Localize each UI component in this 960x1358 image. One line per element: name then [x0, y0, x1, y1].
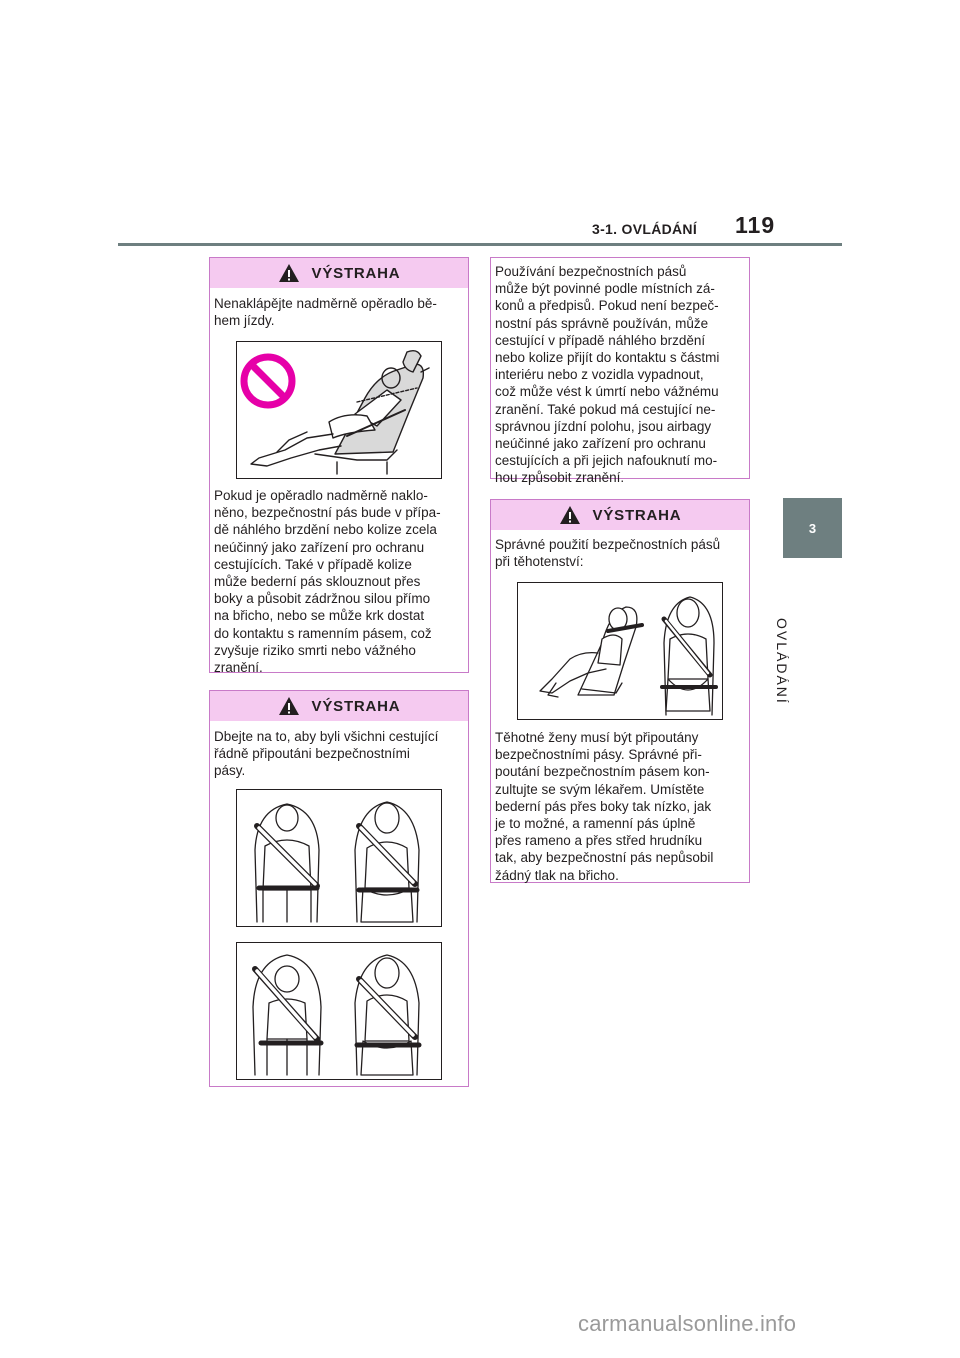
warning-intro: Správné použití bezpečnostních pásů při těhotenství: [495, 537, 721, 570]
chapter-label: OVLÁDÁNÍ [774, 618, 790, 705]
warning-intro: Nenaklápějte nadměrně opěradlo bě- hem jízdy. [214, 296, 437, 329]
header-divider [118, 243, 842, 246]
chapter-number: 3 [808, 520, 817, 536]
section-title: 3-1. OVLÁDÁNÍ [592, 221, 698, 237]
belted-adults-drawing [237, 790, 441, 926]
warning-title: VÝSTRAHA [311, 264, 401, 282]
warning-title: VÝSTRAHA [592, 506, 682, 524]
warning-triangle-icon [278, 263, 300, 283]
belted-child-woman-drawing [237, 943, 441, 1079]
warning-header [210, 691, 468, 721]
page-number: 119 [735, 212, 776, 238]
watermark: carmanualsonline.info [578, 1311, 797, 1336]
belted-child-woman-illustration [236, 942, 442, 1080]
warning-header [210, 258, 468, 288]
warning-body: Pokud je opěradlo nadměrně naklo- něno, bezpečnostní pás bude v přípa- dě náhlého brzdění nebo kolize zcela neúčinný jako zařízení pro ochranu cestujících. Také v případě kolize může bederní pás sklouznout přes boky a působit zádržnou silou přímo na břicho, nebo se může krk dostat do kontaktu s ramenním pásem, což zvyšuje riziko smrti nebo vážného zranění. [214, 488, 441, 676]
warning-body: Těhotné ženy musí být připoutány bezpečnostními pásy. Správné při- poutání bezpečnostním pásem kon- zultujte se svým lékařem. Umístěte bederní pás přes boky tak nízko, jak je to možné, a ramenní pás úplně přes rameno a přes střed hrudníku tak, aby bezpečnostní pás nepůsobil žádný tlak na břicho. [495, 730, 714, 883]
info-body: Používání bezpečnostních pásů může být povinné podle místních zá- konů a předpisů. Pokud není bezpeč- nostní pás správně používán, může cestující v případě náhlého brzdění nebo kolize přijít do kontaktu s částmi interiéru nebo z vozidla vypadnout, což může vést k úmrtí nebo vážnému zranění. Také pokud má cestující ne- správnou jízdní polohu, jsou airbagy neúčinné jako zařízení pro ochranu cestujících a při jejich nafouknutí mo- hou způsobit zranění. [495, 264, 720, 486]
prohibition-icon [238, 351, 298, 411]
pregnancy-illustration [517, 582, 723, 720]
warning-header [491, 500, 749, 530]
warning-intro: Dbejte na to, aby byli všichni cestující řádně připoutáni bezpečnostními pásy. [214, 729, 439, 779]
pregnant-passenger-drawing [518, 583, 722, 719]
belted-adults-illustration [236, 789, 442, 927]
info-box-seat-belt-use [490, 257, 750, 486]
warning-title: VÝSTRAHA [311, 697, 401, 715]
warning-triangle-icon [278, 696, 300, 716]
warning-triangle-icon [559, 505, 581, 525]
chapter-tab [783, 498, 842, 558]
